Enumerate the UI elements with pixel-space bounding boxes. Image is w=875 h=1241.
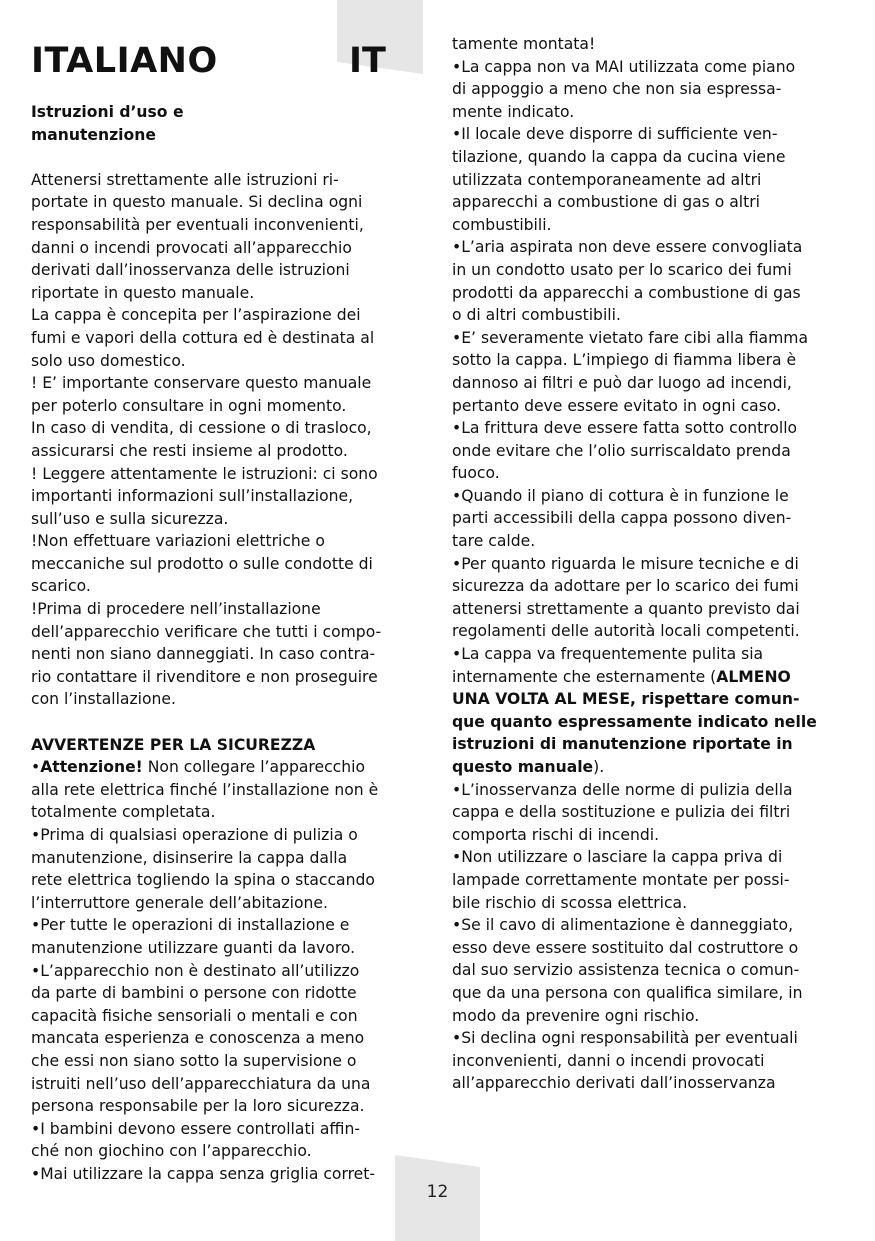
language-code: IT	[349, 41, 386, 81]
intro-paragraph: !Prima di procedere nell’installazione dell’apparecchio verificare che tutti i compo- nenti non siano danneggiati. In caso contra- rio contattare il rivenditore e non proseguire con l’installazione.	[31, 600, 382, 709]
safety-item	[452, 643, 852, 779]
safety-item: •L’inosservanza delle norme di pulizia della cappa e della sostituzione e pulizia dei filtri comporta rischi di incendi.	[452, 780, 793, 844]
safety-item: •La frittura deve essere fatta sotto controllo onde evitare che l’olio surriscaldato prenda fuoco.	[452, 419, 798, 483]
right-column	[452, 33, 852, 1095]
intro-paragraph: !Non effettuare variazioni elettriche o meccaniche sul prodotto o sulle condotte di scarico.	[31, 532, 373, 596]
safety-item: •Per quanto riguarda le misure tecniche e di sicurezza da adottare per lo scarico dei fumi attenersi strettamente a quanto previsto dai regolamenti delle autorità locali competenti.	[452, 554, 800, 641]
page-number: 12	[426, 1182, 449, 1202]
section-title: Istruzioni d’uso e manutenzione	[31, 103, 184, 144]
safety-item-text: Non collegare l’apparecchio alla rete elettrica finché l’installazione non è totalmente completata.	[31, 758, 379, 822]
safety-item: •Non utilizzare o lasciare la cappa priva di lampade correttamente montate per possi- bile rischio di scossa elettrica.	[452, 848, 790, 912]
safety-item: •Il locale deve disporre di sufficiente ven- tilazione, quando la cappa da cucina viene utilizzata contemporaneamente ad altri apparecchi a combustione di gas o altri combustibili.	[452, 125, 786, 234]
safety-item: •Prima di qualsiasi operazione di pulizia o manutenzione, disinserire la cappa dalla rete elettrica togliendo la spina o staccando l’interruttore generale dell’abitazione.	[31, 826, 375, 912]
safety-item: •E’ severamente vietato fare cibi alla fiamma sotto la cappa. L’impiego di fiamma libera è dannoso ai filtri e può dar luogo ad incendi, pertanto deve essere evitato in ogni caso.	[452, 328, 809, 415]
safety-item: •Se il cavo di alimentazione è danneggiato, esso deve essere sostituito dal costruttore o dal suo servizio assistenza tecnica o comun- que da una persona con qualifica similare, in modo da prevenire ogni rischio.	[452, 916, 803, 1025]
safety-item: •Si declina ogni responsabilità per eventuali inconvenienti, danni o incendi provocati all’apparecchio derivati dall’inosservanza	[452, 1029, 798, 1093]
safety-item: •L’aria aspirata non deve essere convogliata in un condotto usato per lo scarico dei fumi prodotti da apparecchi a combustione di gas o di altri combustibili.	[452, 238, 803, 325]
safety-heading: AVVERTENZE PER LA SICUREZZA	[31, 735, 316, 754]
safety-item: tamente montata!	[452, 35, 596, 53]
bullet: •	[31, 758, 41, 777]
left-column	[31, 101, 431, 1186]
intro-paragraph: In caso di vendita, di cessione o di trasloco, assicurarsi che resti insieme al prodotto.	[31, 419, 372, 460]
safety-item-text: ).	[593, 758, 605, 776]
safety-item: •La cappa non va MAI utilizzata come piano di appoggio a meno che non sia espressa- mente indicato.	[452, 57, 796, 121]
safety-item-text: •La cappa va frequentemente pulita sia internamente che esternamente (	[452, 645, 764, 686]
cleaning-frequency-note: ALMENO UNA VOLTA AL MESE, rispettare comun- que quanto espressamente indicato nelle istruzioni di manutenzione riportate in questo manuale	[452, 667, 817, 776]
intro-paragraph: La cappa è concepita per l’aspirazione dei fumi e vapori della cottura ed è destinata al solo uso domestico.	[31, 306, 375, 370]
language-title: ITALIANO	[31, 41, 218, 81]
intro-paragraph: Attenersi strettamente alle istruzioni ri- portate in questo manuale. Si declina ogni responsabilità per eventuali inconvenienti, danni o incendi provocati all’apparecchio derivati dall’inosservanza delle istruzioni riportate in questo manuale.	[31, 170, 364, 302]
safety-item: •Mai utilizzare la cappa senza griglia corret-	[31, 1164, 375, 1183]
safety-item	[31, 756, 431, 824]
safety-item: •Quando il piano di cottura è in funzione le parti accessibili della cappa possono diven- tare calde.	[452, 486, 792, 551]
intro-paragraph: ! Leggere attentamente le istruzioni: ci sono importanti informazioni sull’installazione, sull’uso e sulla sicurezza.	[31, 464, 378, 528]
safety-item: •I bambini devono essere controllati affin- ché non giochino con l’apparecchio.	[31, 1119, 360, 1161]
safety-item: •Per tutte le operazioni di installazione e manutenzione utilizzare guanti da lavoro.	[31, 916, 356, 957]
intro-paragraph: ! E’ importante conservare questo manuale per poterlo consultare in ogni momento.	[31, 374, 372, 415]
safety-item: •L’apparecchio non è destinato all’utilizzo da parte di bambini o persone con ridotte capacità fisiche sensoriali o mentali e con mancata esperienza e conoscenza a meno che essi non siano sotto la supervisione o istruiti nell’uso dell’apparecchiatura da una persona responsabile per la loro sicurezza.	[31, 961, 371, 1116]
attention-label: Attenzione!	[40, 758, 143, 777]
